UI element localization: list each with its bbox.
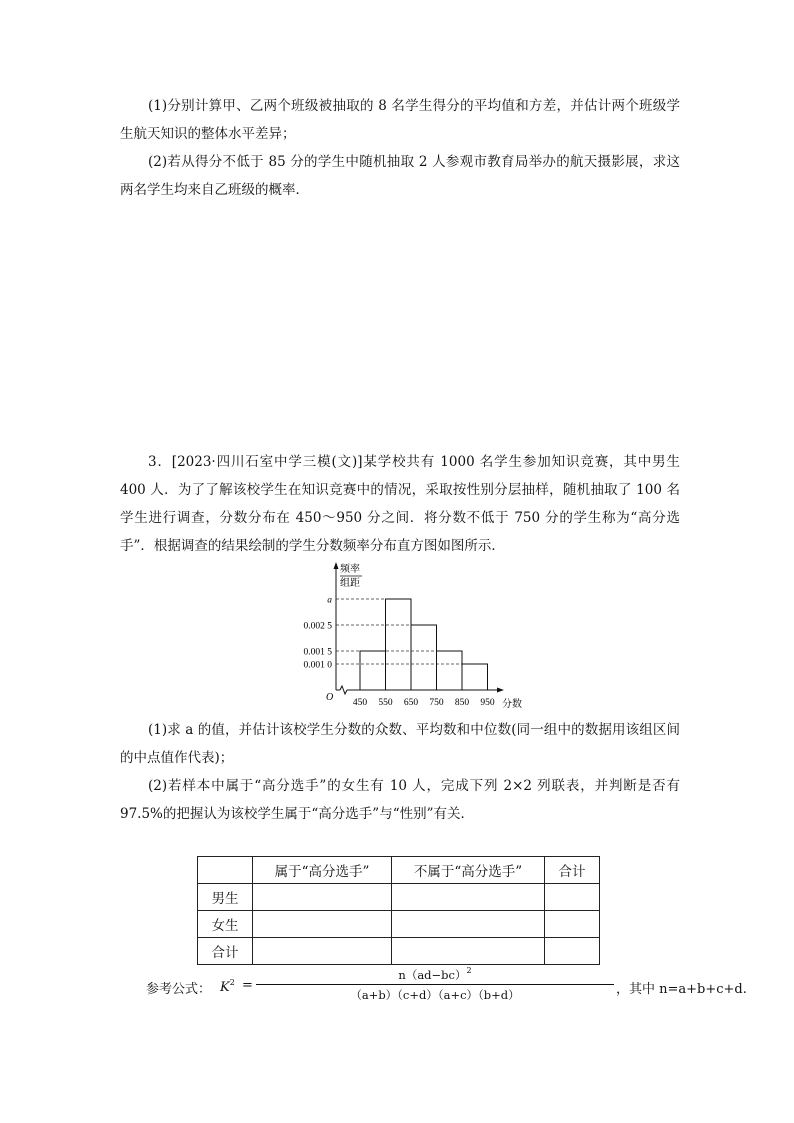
x-tick-label: 950 <box>480 698 495 708</box>
histogram-chart <box>290 560 540 712</box>
table-row <box>198 911 600 938</box>
histogram-bar <box>437 651 463 690</box>
table-row <box>198 884 600 911</box>
formula-k-letter: K <box>220 980 230 995</box>
y-tick-label: 0.001 0 <box>303 660 332 671</box>
histogram-bar <box>360 651 386 690</box>
q2-part2: (2)若从得分不低于 85 分的学生中随机抽取 2 人参观市教育局举办的航天摄影展，求这两名学生均来自乙班级的概率． <box>120 154 680 198</box>
contingency-table <box>197 856 600 965</box>
table-header-cell: 属于“高分选手” <box>253 857 392 884</box>
x-axis-label: 分数 <box>502 699 522 710</box>
table-header-row <box>198 857 600 884</box>
q3-part2: (2)若样本中属于“高分选手”的女生有 10 人，完成下列 2×2 列联表，并判断是否有 97.5%的把握认为该校学生属于“高分选手”与“性别”有关． <box>120 778 680 822</box>
y-label-top: 频率 <box>340 564 360 575</box>
formula-suffix: ，其中 n=a+b+c+d. <box>616 982 747 997</box>
x-tick-label: 550 <box>378 698 393 708</box>
y-tick-label: a <box>327 595 332 606</box>
x-axis-arrow <box>497 688 504 693</box>
table-header-cell <box>198 857 253 884</box>
x-tick-label: 650 <box>403 698 419 708</box>
formula-equals: = <box>242 978 253 993</box>
histogram-bar <box>386 599 412 690</box>
y-axis-arrow <box>334 562 339 569</box>
formula-k-sup: 2 <box>229 978 235 987</box>
table-row <box>198 938 600 965</box>
x-axis-break <box>340 686 347 694</box>
table-cell <box>392 938 545 965</box>
formula-fraction-bar <box>256 984 614 985</box>
formula-numerator-sup: 2 <box>466 966 472 975</box>
histogram-bar <box>411 625 437 690</box>
y-tick-label: 0.002 5 <box>303 621 332 632</box>
table-cell <box>545 884 600 911</box>
formula-numerator <box>256 966 614 983</box>
formula-denominator: （a+b）（c+d）（a+c）（b+d） <box>350 988 520 1002</box>
table-cell <box>253 938 392 965</box>
table-cell <box>253 884 392 911</box>
formula-k <box>220 978 235 995</box>
y-tick-label: 0.001 5 <box>303 647 332 658</box>
row-label-male: 男生 <box>198 884 253 911</box>
x-tick-label: 750 <box>429 698 444 708</box>
reference-formula <box>146 966 747 1010</box>
table-cell <box>392 911 545 938</box>
row-label-total: 合计 <box>198 938 253 965</box>
table-cell <box>545 938 600 965</box>
q2-part1: (1)分别计算甲、乙两个班级被抽取的 8 名学生得分的平均值和方差，并估计两个班级学生航天知识的整体水平差异； <box>120 98 680 142</box>
table-header-cell: 合计 <box>545 857 600 884</box>
histogram-bar <box>462 664 488 690</box>
x-tick-label: 850 <box>454 698 470 708</box>
table-cell <box>545 911 600 938</box>
formula-prefix: 参考公式： <box>146 982 212 997</box>
row-label-female: 女生 <box>198 911 253 938</box>
q3-intro: 3．[2023·四川石室中学三模(文)]某学校共有 1000 名学生参加知识竞赛，其中男生 400 人．为了了解该校学生在知识竞赛中的情况，采取按性别分层抽样，随机抽取了 100 名学生进行调查，分数分布在 450～950 分之间．将分数不低于 750 分的学生称为“高分选手”．根据调查的结果绘制的学生分数频率分布直方图如图所示． <box>120 454 680 554</box>
q3-part1: (1)求 a 的值，并估计该校学生分数的众数、平均数和中位数(同一组中的数据用该组区间的中点值作代表)； <box>120 722 680 766</box>
origin-label: O <box>326 692 334 703</box>
x-tick-label: 450 <box>352 698 368 708</box>
y-label-bottom: 组距 <box>340 578 360 589</box>
table-cell <box>253 911 392 938</box>
table-cell <box>392 884 545 911</box>
formula-numerator-text: n（ad−bc） <box>398 968 467 982</box>
table-header-cell: 不属于“高分选手” <box>392 857 545 884</box>
